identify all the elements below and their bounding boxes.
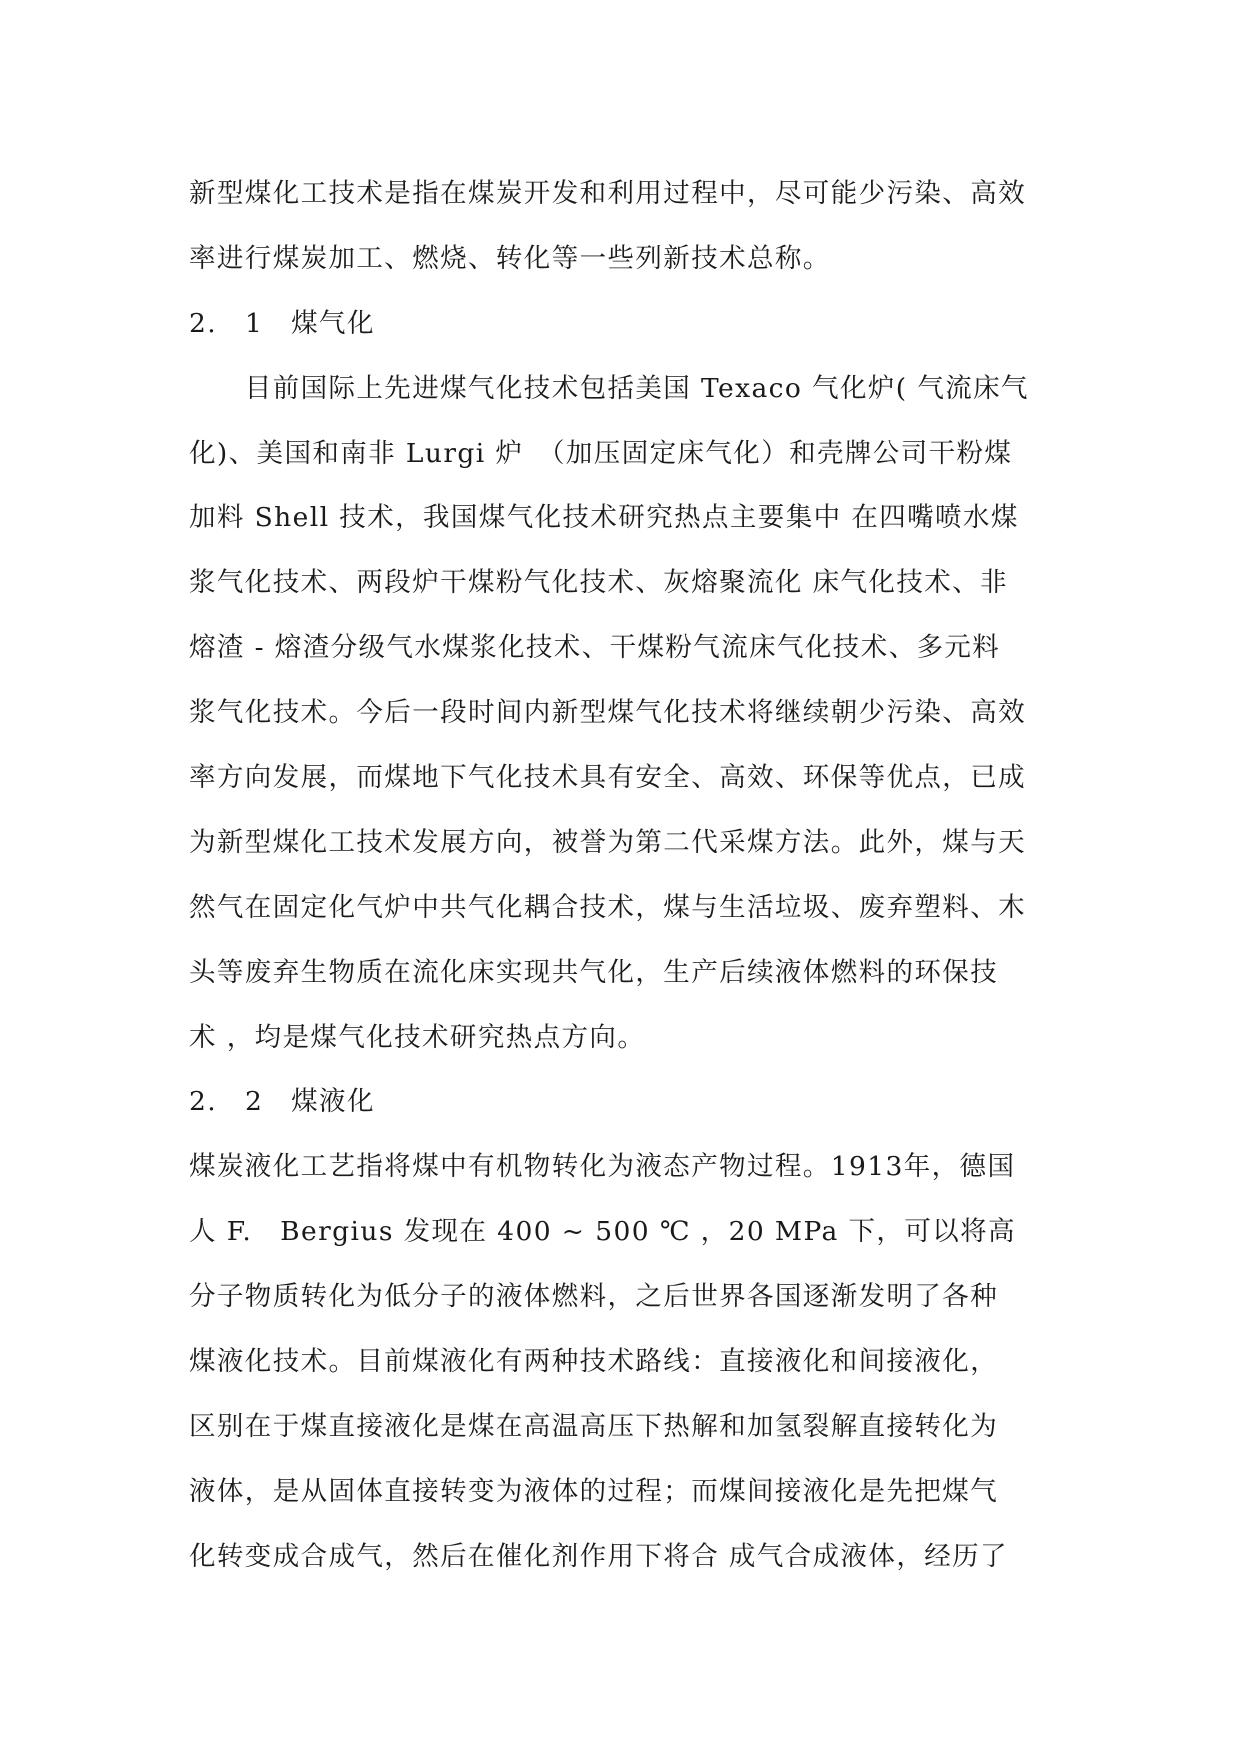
paragraph-line: 区别在于煤直接液化是煤在高温高压下热解和加氢裂解直接转化为 (189, 1410, 999, 1442)
paragraph-line: 化)、美国和南非 Lurgi 炉 （加压固定床气化）和壳牌公司干粉煤 (189, 437, 1013, 469)
paragraph-line: 化转变成合成气，然后在催化剂作用下将合 成气合成液体，经历了 (189, 1540, 1008, 1572)
paragraph-line: 分子物质转化为低分子的液体燃料，之后世界各国逐渐发明了各种 (189, 1281, 999, 1313)
paragraph-line: 人 F. Bergius 发现在 400 ~ 500 ℃ ，20 MPa 下，可以将高 (189, 1216, 1016, 1248)
paragraph-line: 液体，是从固体直接转变为液体的过程；而煤间接液化是先把煤气 (189, 1475, 999, 1507)
paragraph-line: 术 ，均是煤气化技术研究热点方向。 (189, 1021, 646, 1053)
section-heading-2-1: 2. 1 煤气化 (189, 307, 375, 339)
paragraph-line: 煤炭液化工艺指将煤中有机物转化为液态产物过程。1913年，德国 (189, 1151, 1016, 1183)
intro-line: 新型煤化工技术是指在煤炭开发和利用过程中，尽可能少污染、高效 (189, 178, 1026, 209)
paragraph-line: 为新型煤化工技术发展方向，被誉为第二代采煤方法。此外，煤与天 (189, 826, 1026, 858)
paragraph-line: 然气在固定化气炉中共气化耦合技术，煤与生活垃圾、废弃塑料、木 (189, 891, 1026, 923)
intro-line: 率进行煤炭加工、燃烧、转化等一些列新技术总称。 (189, 242, 831, 274)
paragraph-line: 目前国际上先进煤气化技术包括美国 Texaco 气化炉( 气流床气 (189, 372, 1029, 404)
section-heading-2-2: 2. 2 煤液化 (189, 1086, 375, 1118)
section-2-2-paragraph (189, 1135, 1074, 1589)
paragraph-line: 加料 Shell 技术，我国煤气化技术研究热点主要集中 在四嘴喷水煤 (189, 502, 1019, 534)
section-2-1-paragraph (189, 357, 1074, 1071)
paragraph-line: 头等废弃生物质在流化床实现共气化，生产后续液体燃料的环保技 (189, 956, 999, 988)
document-body (189, 162, 1074, 1590)
paragraph-line: 浆气化技术、两段炉干煤粉气化技术、灰熔聚流化 床气化技术、非 (189, 567, 1008, 599)
paragraph-line: 熔渣 - 熔渣分级气水煤浆化技术、干煤粉气流床气化技术、多元料 (189, 632, 1001, 664)
paragraph-line: 浆气化技术。今后一段时间内新型煤气化技术将继续朝少污染、高效 (189, 697, 1026, 729)
intro-paragraph (189, 162, 1074, 292)
paragraph-line: 率方向发展，而煤地下气化技术具有安全、高效、环保等优点，已成 (189, 762, 1026, 794)
paragraph-line: 煤液化技术。目前煤液化有两种技术路线：直接液化和间接液化， (189, 1346, 999, 1378)
